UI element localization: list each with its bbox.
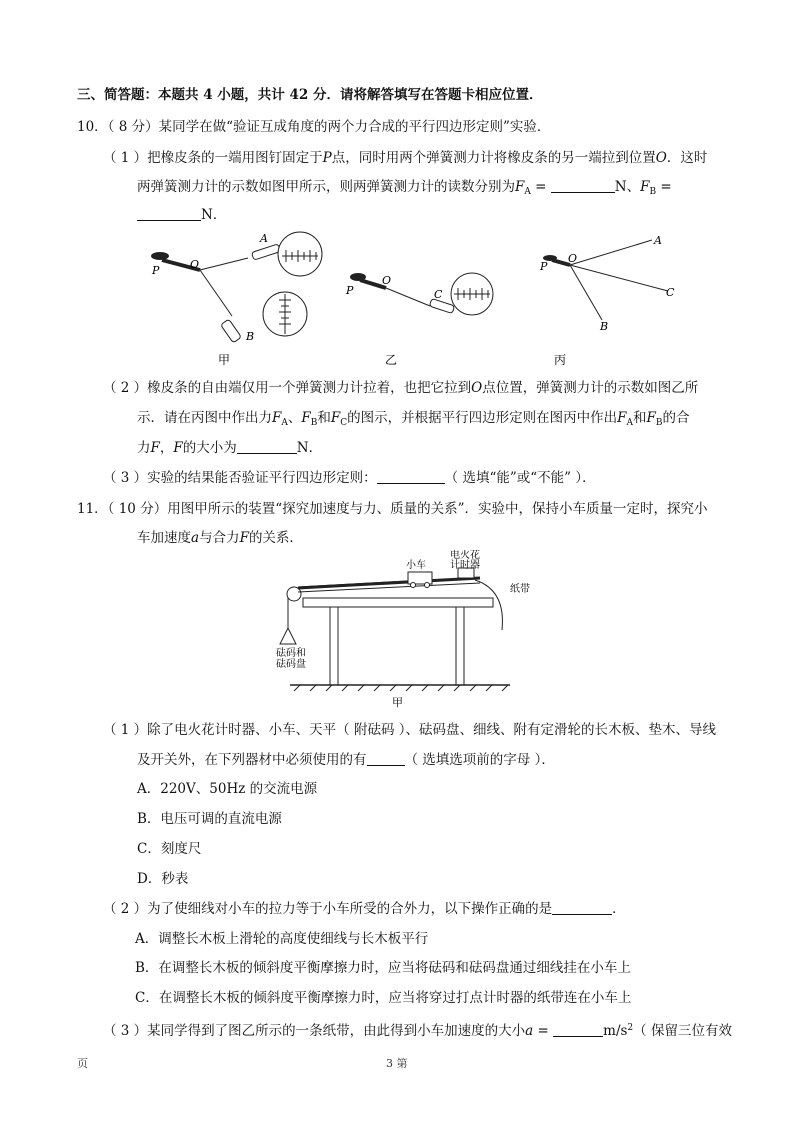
q11-p1-option-a: A．220V、50Hz 的交流电源 <box>137 781 318 797</box>
figure-jia <box>151 232 322 367</box>
string-a-jia <box>200 258 248 270</box>
label-p-jia: P <box>152 264 160 277</box>
figure-apparatus <box>270 550 540 710</box>
label-p-yi: P <box>346 284 354 297</box>
q11-intro-line1: 11．（ 10 分）用图甲所示的装置“探究加速度与力、质量的关系”．实验中，保持小车质量一定时，探究小 <box>77 501 708 517</box>
line-ob-bing <box>570 265 602 320</box>
q11-p1-line1: （ 1 ）除了电火花计时器、小车、天平（ 附砝码 ）、砝码盘、细线、附有定滑轮的长木板、垫木、导线 <box>103 722 717 738</box>
label-weights-1: 砝码和 <box>276 648 306 659</box>
q10-p2-line1: （ 2 ）橡皮条的自由端仅用一个弹簧测力计拉着，也把它拉到O点位置，弹簧测力计的示数如图乙所 <box>103 380 699 396</box>
figure-force-diagrams <box>140 228 710 370</box>
page-number: 3 第 <box>386 1057 408 1070</box>
spring-scale-a <box>251 244 280 260</box>
inclined-board <box>298 578 480 588</box>
answer-blank-operation[interactable] <box>552 900 612 915</box>
q11-intro-line2: 车加速度a与合力F的关系． <box>137 530 303 546</box>
table-leg-left <box>330 607 338 685</box>
q11-p1-option-c: C．刻度尺 <box>137 841 202 857</box>
q10-p2-line2: 示．请在丙图中作出力$F_A$、$F_B$和$F_C$的图示，并根据平行四边形定则在图丙中作出$F_A$和$F_B$的合 <box>137 410 690 428</box>
label-timer-1: 电火花 <box>450 550 480 561</box>
q10-p2-line3: 力F，F的大小为 N． <box>137 440 323 456</box>
caption-yi: 乙 <box>385 353 398 367</box>
label-timer-2: 计时器 <box>450 560 480 571</box>
answer-blank-fb[interactable] <box>137 206 201 221</box>
table-leg-right <box>456 607 464 685</box>
pin-p-jia <box>151 252 169 260</box>
section-heading: 三、简答题：本题共 4 小题，共计 42 分．请将解答填写在答题卡相应位置． <box>77 87 543 103</box>
line-oa-bing <box>570 240 652 265</box>
q10-p1-line2: 两弹簧测力计的示数如图甲所示，则两弹簧测力计的读数分别为$F_A = N$、$F_B$ = <box>137 179 672 197</box>
label-b-bing: B <box>600 320 609 333</box>
line-oc-bing <box>570 265 668 291</box>
answer-blank-acceleration[interactable] <box>553 1022 603 1037</box>
label-c-bing: C <box>666 286 675 299</box>
label-o-yi: O <box>382 274 392 287</box>
table-top <box>303 598 493 607</box>
magnifier-a <box>278 232 322 276</box>
q11-p1-option-b: B．电压可调的直流电源 <box>137 811 282 827</box>
weight-pan <box>280 628 296 644</box>
caption-apparatus: 甲 <box>392 696 403 709</box>
q11-p2-option-b: B．在调整长木板的倾斜度平衡摩擦力时，应当将砝码和砝码盘通过细线挂在小车上 <box>135 960 631 976</box>
answer-blank-fa[interactable] <box>551 178 615 193</box>
q11-p1-line2: 及开关外，在下列器材中必须使用的有 （ 选填选项前的字母 ）． <box>137 752 555 768</box>
answer-blank-verify[interactable] <box>377 469 445 484</box>
spring-scale-b <box>221 319 242 343</box>
label-tape: 纸带 <box>510 584 530 595</box>
caption-bing: 丙 <box>554 353 567 367</box>
label-weights-2: 砝码盘 <box>276 659 306 670</box>
label-o-jia: O <box>190 258 200 271</box>
label-p-bing: P <box>540 260 548 273</box>
q11-p3: （ 3 ）某同学得到了图乙所示的一条纸带，由此得到小车加速度的大小$a = m/s^2$（ 保留三位有效 <box>103 1023 732 1039</box>
q11-p2-stem: （ 2 ）为了使细线对小车的拉力等于小车所受的合外力，以下操作正确的是 ． <box>103 901 626 917</box>
answer-blank-equipment[interactable] <box>367 751 405 766</box>
label-a-jia: A <box>260 232 268 245</box>
footer-left: 页 <box>77 1057 88 1070</box>
q10-p3: （ 3 ）实验的结果能否验证平行四边形定则： （ 选填“能”或“不能” ）． <box>103 470 596 486</box>
q10-intro: 10．（ 8 分）某同学在做“验证互成角度的两个力合成的平行四边形定则”实验． <box>77 119 551 135</box>
q11-p2-option-c: C．在调整长木板的倾斜度平衡摩擦力时，应当将穿过打点计时器的纸带连在小车上 <box>135 990 632 1006</box>
q11-p2-option-a: A．调整长木板上滑轮的高度使细线与长木板平行 <box>135 931 429 947</box>
figure-yi <box>345 273 493 367</box>
answer-blank-f[interactable] <box>237 439 297 454</box>
string-c-yi <box>386 288 430 306</box>
label-car: 小车 <box>406 560 426 571</box>
q10-p1-line3: N． <box>137 205 226 225</box>
string-b-jia <box>200 270 232 316</box>
label-a-bing: A <box>654 234 662 247</box>
caption-jia: 甲 <box>218 353 231 367</box>
label-b-jia: B <box>246 330 255 343</box>
q10-p1-line1: （ 1 ）把橡皮条的一端用图钉固定于P点，同时用两个弹簧测力计将橡皮条的另一端拉到位置O．这时 <box>103 150 708 166</box>
label-o-bing: O <box>568 252 578 265</box>
label-c-yi: C <box>434 288 443 301</box>
car <box>408 572 432 584</box>
figure-bing <box>539 234 675 367</box>
q11-p1-option-d: D．秒表 <box>137 871 189 887</box>
